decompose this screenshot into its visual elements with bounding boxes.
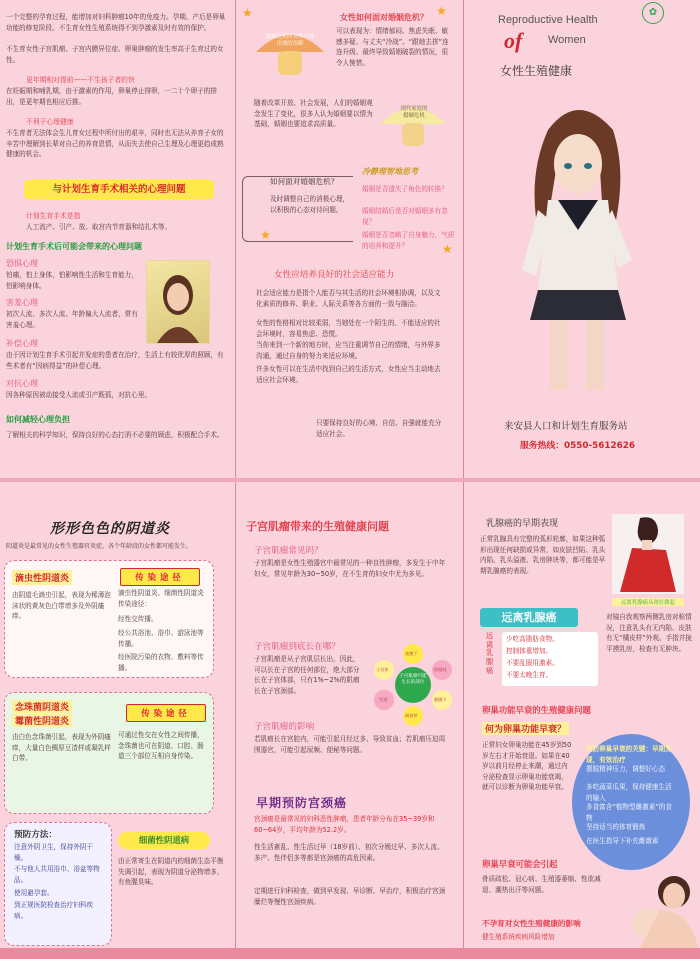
section-heading: 卵巢早衰可能会引起 — [482, 859, 558, 869]
text-paragraph: 可以表现为：情绪郁闷、焦虑失眠、敏感多疑、与丈夫“冷战”、“跟她去拼”连连升级、最终导致婚姻破裂的情况，很令人惋惜。 — [336, 27, 449, 67]
section-heading: 计划生育手术后可能会带来的心理问题 — [6, 242, 142, 251]
category-title: 恐惧心理 — [6, 259, 38, 268]
bullet-item: 注意外阴卫生，保持外阴干燥。 — [14, 843, 94, 862]
text-paragraph: 及时调整自己的消极心理，以积极的心态对待问题。 — [270, 195, 350, 214]
text-paragraph: 由正常寄生在阴道内的细菌生态平衡失调引起，表现为阴道分泌物增多，有鱼腥臭味。 — [118, 857, 224, 887]
petal-label: 宫颈 — [379, 697, 388, 702]
bottom-sheet — [0, 482, 700, 948]
box-title: 预防方法： — [14, 830, 57, 840]
bullet-item: 经性交传播。 — [118, 615, 158, 623]
petal-label: 黏膜下 — [434, 697, 447, 702]
text-paragraph: 初次人流、多次人流、年龄偏大人流者，常有害羞心理。 — [6, 310, 138, 329]
mushroom-label: 现代家庭的婚姻危机 — [400, 106, 428, 120]
bottom-right-column — [464, 482, 700, 948]
top-sheet — [0, 0, 700, 478]
bullet-item: 经医院污染的衣物、敷料等传播。 — [118, 653, 204, 672]
bullet-item: 当你来到一个新的地方时，应当注重调节自己的情绪，与外界多沟通，通过自身的努力来适应环境。 — [256, 341, 441, 360]
box-tag: 细菌性阴道病 — [118, 832, 210, 849]
section-heading: 女性应培养良好的社会适应能力 — [274, 270, 395, 280]
think-title: 冷静理智地思考 — [362, 167, 418, 176]
fibroid-location-diagram — [370, 642, 456, 726]
section-heading: 不孕育对女性生殖健康的影响 — [482, 919, 581, 928]
box-tag: 传染途径 — [126, 704, 206, 722]
footer-strip — [0, 948, 700, 959]
woman-red-dress-illustration — [612, 514, 684, 594]
circle-title: 预防卵巢早衰的关键：早期发现，有效治疗 — [586, 745, 672, 764]
text-paragraph: 若肌瘤长在宫腔内，可能引起月经过多、导致贫血；若肌瘤压迫周围器官，可能引起尿频、便秘等问题。 — [254, 735, 446, 754]
circle-item: 坚持适当的体育锻炼 — [586, 823, 646, 831]
top-left-column — [0, 0, 234, 478]
intro-text: 阴道炎是最常见的女性生殖器官炎症，各个年龄段的女性都可能发生。 — [6, 543, 193, 550]
tip-item: 少吃高脂肪食物。 — [506, 635, 559, 643]
mushroom-badge — [378, 96, 448, 148]
bullet-item: 不与他人共用浴巾、浴盆等物品。 — [14, 865, 100, 884]
hotline: 服务热线：0550-5612626 — [520, 441, 635, 451]
text-paragraph: 由阴道毛滴虫引起，表现为稀薄泡沫状的黄灰色白带增多及外阴瘙痒。 — [12, 591, 111, 621]
mushroom-label: 婚姻危机时女性可能出现的误解 — [265, 34, 315, 48]
box-title: 霉菌性阴道炎 — [12, 714, 72, 727]
question-title: 子宫肌瘤的影响 — [254, 722, 315, 732]
text-paragraph: 子宫肌瘤是从子宫肌层长出，因此，可以长在子宫的任何部位，绝大部分长在子宫体部，只有1%~2%的肌瘤长在子宫颈部。 — [254, 655, 360, 695]
text-paragraph: 滴虫性阴道炎、细菌性阴道炎传染途径： — [118, 589, 204, 608]
text-paragraph: 一个完整的孕育过程，能增加对妇科肿瘤10年的免疫力。孕期、产后是卵巢功能的修复阶段。不生育女性生殖系统得不到孕激素及时有效的保护。 — [6, 13, 226, 32]
box-tag: 传染途径 — [120, 568, 200, 586]
circle-item: 多食富含“植物型雌激素”的食物 — [586, 803, 672, 822]
text-paragraph: 了解相关的科学知识，保持良好的心态打消不必要的顾虑，积极配合手术。 — [6, 431, 224, 439]
chinese-title: 女性生殖健康 — [500, 64, 573, 78]
text-paragraph: 正常妇女卵巢功能在45岁到50岁左右才开始衰退。如果在40岁以前月经停止来潮，通过内分泌检查显示卵巢功能衰竭，就可以诊断为卵巢功能早衰。 — [482, 741, 572, 792]
prevention-circle — [572, 734, 690, 870]
star-icon: ★ — [442, 242, 453, 256]
box-title: 念珠菌阴道炎 — [12, 700, 72, 713]
section-title: 早期预防宫颈癌 — [256, 796, 348, 810]
question-title: 子宫肌瘤到底长在哪？ — [254, 642, 340, 652]
text-paragraph: 定期进行妇科检查，做到早发现、早诊断、早治疗，积极治疗宫颈糜烂等慢性宫颈疾病。 — [254, 887, 446, 906]
bullet-item: 使用避孕套。 — [14, 889, 54, 897]
diagram-center-label: 子宫肌瘤可能生长的部位 — [399, 674, 427, 685]
category-title: 害羞心理 — [6, 298, 38, 307]
closing-text: 只要保持良好的心境、自信、自强就能充分适应社会。 — [316, 419, 442, 438]
vertical-title: 远离乳腺癌 — [486, 631, 494, 675]
think-item: 婚姻是否遗失了角色的转换？ — [362, 185, 448, 193]
think-item: 婚姻结婚后是否对婚姻多有忽视？ — [362, 207, 448, 226]
text-paragraph: 宫颈癌是最常见的妇科恶性肿瘤，患者年龄分布在35~39岁和60~64岁，平均年龄为52.2岁。 — [254, 815, 435, 834]
text-paragraph: 对镜自我观察两侧乳房对称情况，注意乳头有无内陷、皮肤有无“橘皮样”外观。手指并拢平摸乳房，检查有无肿块。 — [606, 613, 692, 653]
section-title: 子宫肌瘤带来的生殖健康问题 — [246, 520, 389, 533]
top-middle-column — [236, 0, 462, 478]
tip-item: 控制体重增加。 — [506, 647, 553, 655]
sub-heading: 计划生育手术是指 — [26, 212, 81, 220]
text-paragraph: 由于因计划生育手术引起并发症的患者在治疗，生活上有较优厚的照顾，有些术者有“因病得益”的补偿心理。 — [6, 351, 224, 370]
fold-line — [235, 482, 236, 948]
section-heading: 卵巢功能早衰的生殖健康问题 — [482, 705, 591, 715]
star-icon: ★ — [260, 228, 271, 242]
bullet-item: 经公共浴池、浴巾、游泳池等传播。 — [118, 629, 204, 648]
text-paragraph: 不生育者无法体会生儿育女过程中所付出的艰辛，同时也无法从养育子女的辛苦中理解到长辈对自己的养育恩情，从而失去使自己生理及心理更趋成熟健康的机会。 — [6, 129, 224, 159]
text-paragraph: 正常乳腺具有完整的弧形轮廓，如果这种弧形出现任何缺损或异常，如皮肤凹陷、乳头内陷、乳头溢液、乳房肿块等，都可能是早期乳腺癌的表现。 — [480, 535, 606, 575]
text-paragraph: 性生活紊乱、性生活过早（18岁前）、初次分娩过早、多次人流、多产、性伴侣多等都是宫颈癌的高危因素。 — [254, 843, 444, 862]
mother-baby-photo — [620, 870, 698, 948]
question-title: 子宫肌瘤常见吗？ — [254, 546, 323, 556]
petal-label: 肌壁间 — [434, 667, 447, 672]
section-title: 乳腺癌的早期表现 — [486, 519, 559, 529]
bullet-item: 社会适应能力是指个人能否与其生活的社会环境相协调，以及文化素质的修养、职业、人际关系等各方面的一致与融洽。 — [256, 289, 441, 308]
woman-portrait-photo — [146, 260, 210, 344]
section-heading: 女性如何面对婚姻危机？ — [340, 13, 428, 22]
bullet-item: 许多女性可以在生活中找到自己的生活方式，女性应当主动地去适应社会环境。 — [256, 365, 441, 384]
text-paragraph: 在妊娠期和哺乳期，由于激素的作用，卵巢停止排卵，一二十个卵子的排出，是更年期也相应后推。 — [6, 87, 217, 106]
english-title-of: of — [504, 28, 523, 53]
text-paragraph: 健生殖系统疾病风险增加 — [482, 933, 555, 941]
english-title-line1: Reproductive Health — [498, 14, 598, 26]
text-paragraph: 随着改革开放、社会发展，人们的婚姻观念发生了变化，很多人认为婚姻要以情为基础，婚姻也要追求高质量。 — [254, 99, 373, 129]
bullet-item: 到正规医院检查治疗妇科疾病。 — [14, 901, 94, 920]
category-title: 补偿心理 — [6, 339, 38, 348]
sub-heading: 更年期相对提前——不生孩子者的快 — [26, 76, 135, 84]
box-title: 滴虫性阴道炎 — [12, 570, 72, 585]
mushroom-badge — [252, 24, 328, 78]
girl-illustration — [508, 100, 648, 390]
circle-item: 摆脱精神压力，调整好心态 — [586, 765, 666, 773]
bottom-middle-column — [236, 482, 462, 948]
text-paragraph: 人工流产、引产、放、取宫内节育器和结扎术等。 — [26, 223, 172, 231]
think-item: 婚姻是否忽略了自身魅力、气质的培养和提升？ — [362, 231, 455, 250]
fold-line — [463, 0, 464, 478]
section-heading: 如何减轻心理负担 — [6, 415, 70, 424]
petal-label: 浆膜下 — [405, 651, 418, 656]
petal-label: 阔韧带 — [405, 713, 418, 718]
text-paragraph: 骨质疏松、冠心病、生殖器萎缩、性欲减退、潮热出汗等问题。 — [482, 875, 601, 894]
text-paragraph: 不生育女性子宫肌瘤、子宫内膜异位症、卵巢肿瘤的发生率高于生育过的女性。 — [6, 45, 224, 64]
text-paragraph: 由白色念珠菌引起，表现为外阴瘙痒，大量白色稠厚豆渣样或凝乳样白带。 — [12, 733, 111, 763]
teal-banner: 远离乳腺癌 — [480, 608, 578, 627]
text-paragraph: 因各种原因被动接受人流或引产既孤，对抗心里。 — [6, 391, 152, 399]
tip-item: 不要太晚生育。 — [506, 671, 553, 679]
circle-item: 多吃蔬菜瓜果，保持健康生活的输入 — [586, 783, 672, 802]
logo-icon: ✿ — [642, 2, 664, 24]
text-paragraph: 子宫肌瘤是女性生殖器官中最常见的一种良性肿瘤，多发生于中年妇女，常见年龄为30~50岁，在不生育的妇女中尤为多见。 — [254, 559, 446, 578]
fold-line — [463, 482, 464, 948]
petal-label: 子宫体 — [376, 667, 389, 672]
star-icon: ★ — [242, 6, 253, 20]
illustration-caption: 远离乳腺癌从现在做起 — [612, 598, 684, 606]
bottom-left-column — [0, 482, 234, 948]
tips-box — [502, 632, 598, 686]
fold-line — [235, 0, 236, 478]
top-right-column — [464, 0, 700, 478]
question-title: 何为卵巢功能早衰？ — [482, 722, 569, 735]
section-banner: 与计划生育手术相关的心理问题 — [24, 180, 214, 199]
circle-item: 在医生指导下补充雌激素 — [586, 837, 659, 845]
organization-name: 来安县人口和计划生育服务站 — [504, 421, 628, 432]
star-icon: ★ — [436, 4, 447, 18]
section-title: 形形色色的阴道炎 — [50, 521, 170, 537]
tip-item: 不要乱服用激素。 — [506, 659, 559, 667]
english-title-line2: Women — [548, 34, 586, 46]
text-paragraph: 可通过性交在女性之间传播，念珠菌也可在阴道、口腔、肠道三个部位互相自身传染。 — [118, 731, 204, 761]
question-title: 如何面对婚姻危机？ — [270, 177, 339, 186]
sub-heading: 不利于心理健康 — [26, 118, 74, 126]
bullet-item: 女性的性格相对比较柔弱，当她处在一个陌生的、不能适应的社会环境时，容易焦虑、恐慌。 — [256, 319, 441, 338]
category-title: 对抗心理 — [6, 379, 38, 388]
text-paragraph: 怕痛，怕上身体，怕影响性生活和生育能力，怕影响身体。 — [6, 271, 138, 290]
